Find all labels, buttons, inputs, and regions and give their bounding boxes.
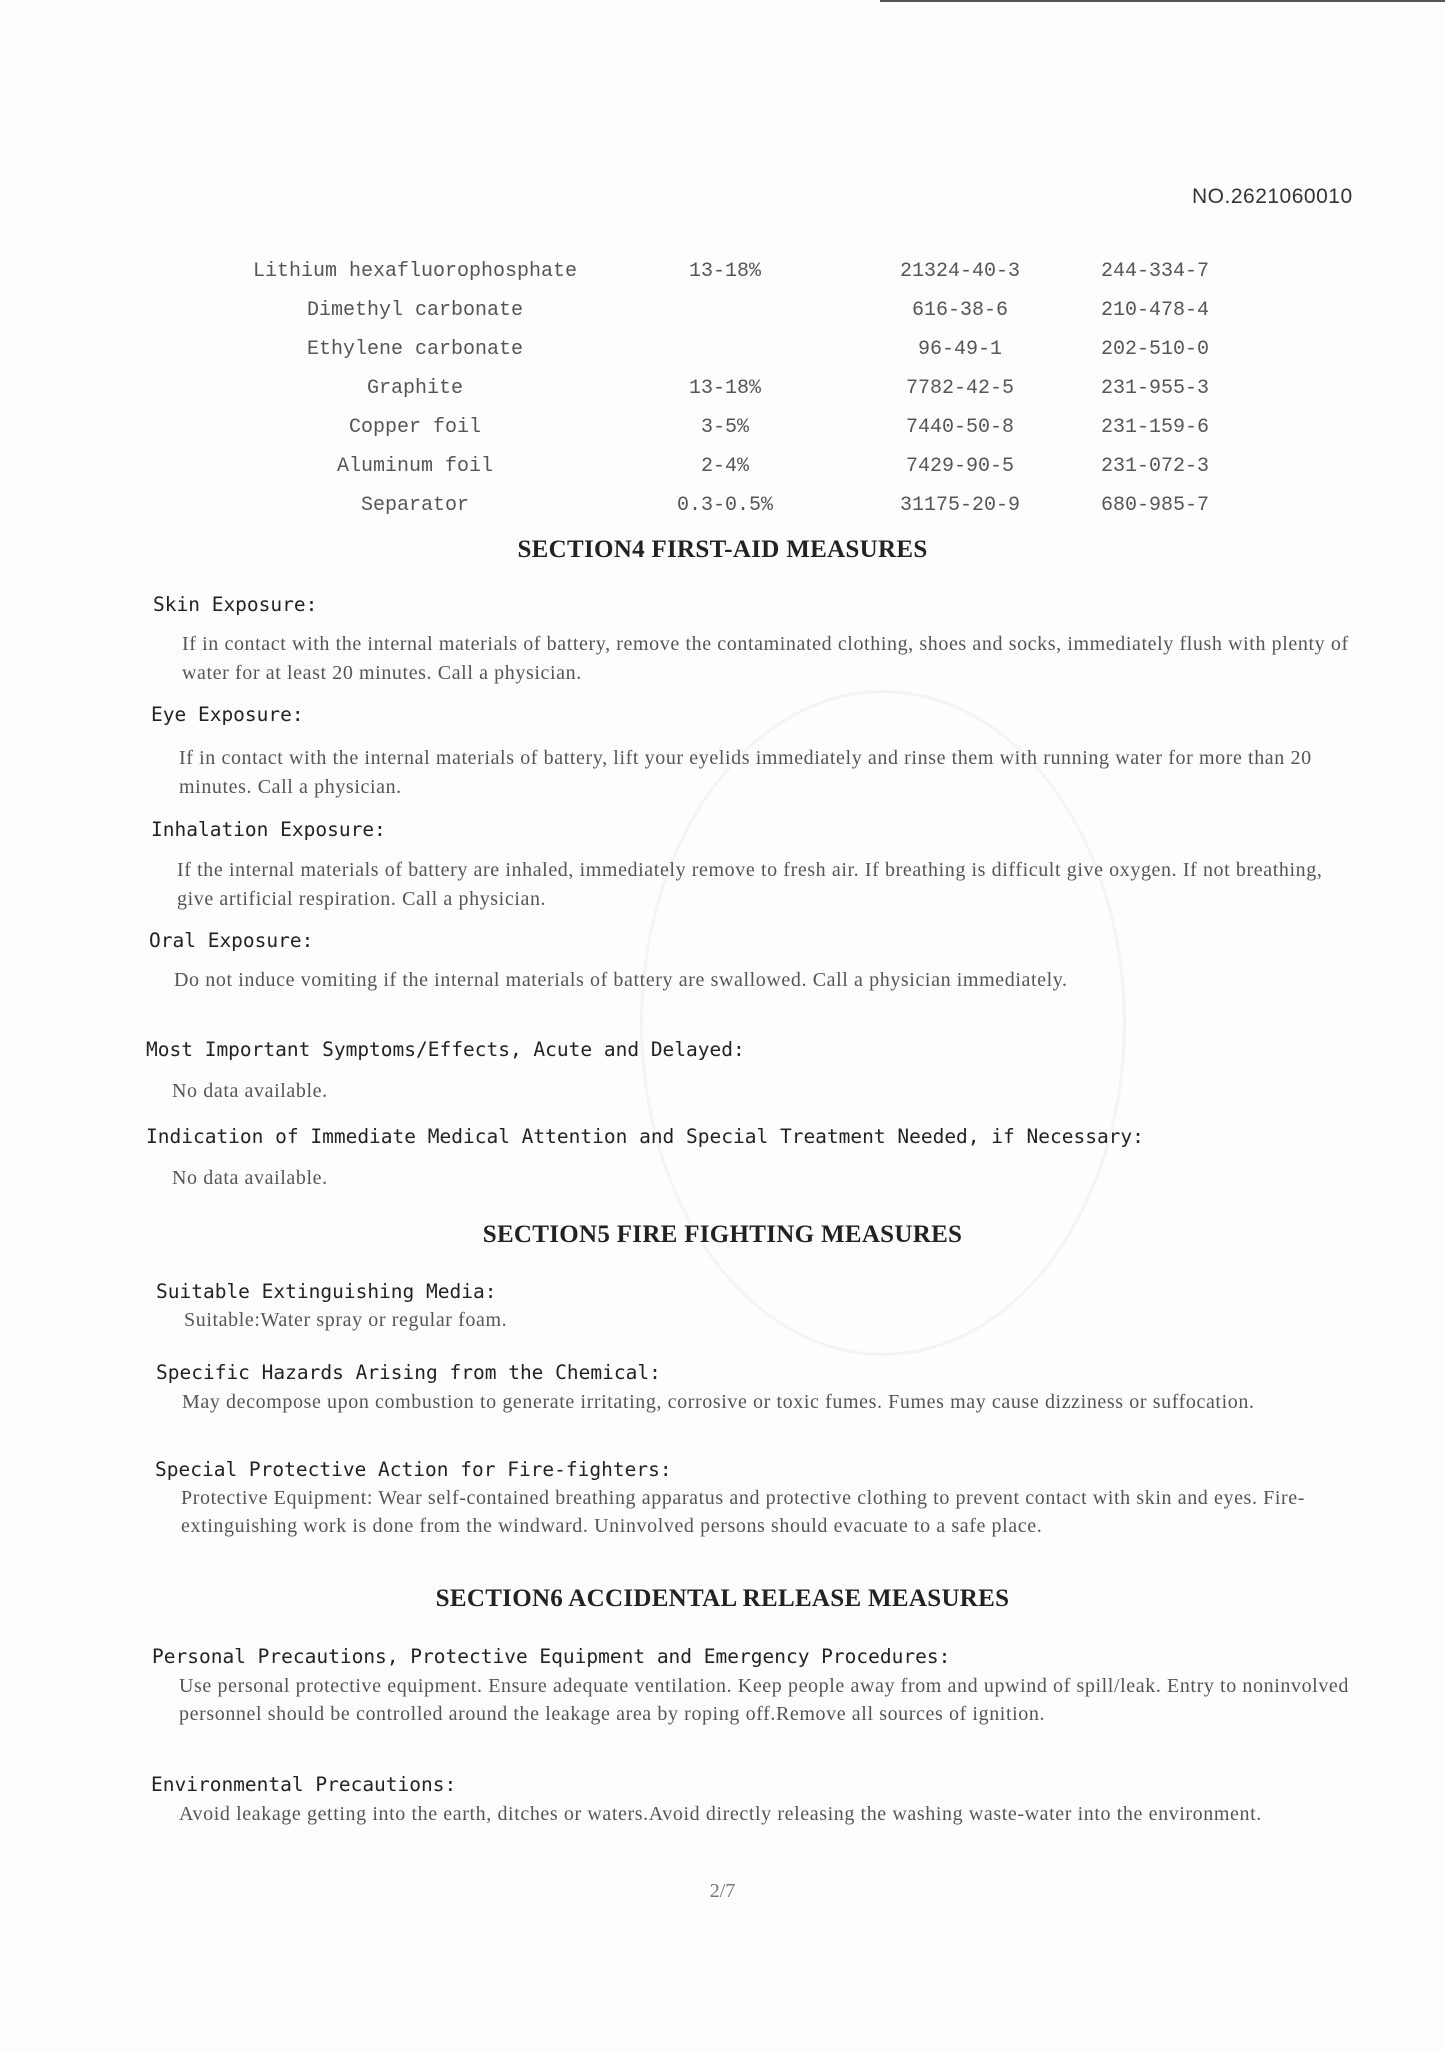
component-name: Graphite [366, 377, 463, 400]
component-name: Separator [360, 494, 470, 517]
personal-precautions-text: Use personal protective equipment. Ensure adequate ventilation. Keep people away from and upwind of spill/leak. Entry to noninvolved personnel should be controlled around the leakage area by roping off.Remove all sources of ignition. [179, 1675, 1349, 1725]
indication-text: No data available. [172, 1167, 328, 1189]
component-name: Dimethyl carbonate [306, 299, 524, 322]
extinguishing-media-text: Suitable:Water spray or regular foam. [184, 1309, 508, 1331]
component-ec-number: 210-478-4 [1100, 299, 1210, 322]
component-name: Aluminum foil [336, 455, 494, 478]
oral-exposure-label: Oral Exposure: [149, 929, 314, 952]
top-rule [880, 0, 1445, 2]
specific-hazards-text: May decompose upon combustion to generate irritating, corrosive or toxic fumes. Fumes may cause dizziness or suffocation. [182, 1391, 1255, 1413]
composition-row [240, 252, 1250, 291]
document-number: NO.2621060010 [1192, 185, 1353, 208]
component-cas-number: 7782-42-5 [905, 377, 1015, 400]
composition-row [240, 486, 1250, 525]
component-percent [590, 330, 860, 369]
specific-hazards-label: Specific Hazards Arising from the Chemical: [156, 1361, 661, 1384]
composition-row [240, 369, 1250, 408]
component-percent: 3-5% [700, 416, 749, 439]
environmental-precautions-text: Avoid leakage getting into the earth, ditches or waters.Avoid directly releasing the washing waste-water into the environment. [179, 1803, 1262, 1825]
oral-exposure-text: Do not induce vomiting if the internal materials of battery are swallowed. Call a physician immediately. [174, 969, 1068, 991]
protective-action-text: Protective Equipment: Wear self-contained breathing apparatus and protective clothing to prevent contact with skin and eyes. Fire-extinguishing work is done from the windward. Uninvolved persons should evacuate to a safe place. [181, 1487, 1306, 1537]
component-ec-number: 231-955-3 [1100, 377, 1210, 400]
personal-precautions-label: Personal Precautions, Protective Equipment and Emergency Procedures: [152, 1645, 951, 1668]
indication-label: Indication of Immediate Medical Attention and Special Treatment Needed, if Necessary: [146, 1125, 1144, 1148]
component-percent: 2-4% [700, 455, 749, 478]
section4-title: SECTION4 FIRST-AID MEASURES [517, 536, 928, 563]
component-cas-number: 31175-20-9 [899, 494, 1021, 517]
component-ec-number: 202-510-0 [1100, 338, 1210, 361]
component-percent: 13-18% [688, 260, 761, 283]
component-percent: 0.3-0.5% [676, 494, 773, 517]
inhalation-exposure-label: Inhalation Exposure: [151, 818, 386, 841]
component-name: Copper foil [348, 416, 482, 439]
component-ec-number: 680-985-7 [1100, 494, 1210, 517]
page-number: 2/7 [709, 1880, 736, 1902]
composition-table [240, 252, 1250, 525]
component-cas-number: 96-49-1 [917, 338, 1002, 361]
section5-title: SECTION5 FIRE FIGHTING MEASURES [482, 1221, 963, 1248]
environmental-precautions-label: Environmental Precautions: [151, 1773, 457, 1796]
component-percent: 13-18% [688, 377, 761, 400]
component-cas-number: 21324-40-3 [899, 260, 1021, 283]
component-name: Ethylene carbonate [306, 338, 524, 361]
eye-exposure-text: If in contact with the internal materials of battery, lift your eyelids immediately and rinse them with running water for more than 20 minutes. Call a physician. [179, 747, 1312, 798]
inhalation-exposure-text: If the internal materials of battery are inhaled, immediately remove to fresh air. If breathing is difficult give oxygen. If not breathing, give artificial respiration. Call a physician. [177, 859, 1323, 910]
component-ec-number: 244-334-7 [1100, 260, 1210, 283]
skin-exposure-text: If in contact with the internal materials of battery, remove the contaminated clothing, shoes and socks, immediately flush with plenty of water for at least 20 minutes. Call a physician. [182, 633, 1349, 684]
symptoms-text: No data available. [172, 1080, 328, 1102]
skin-exposure-label: Skin Exposure: [153, 593, 318, 616]
extinguishing-media-label: Suitable Extinguishing Media: [156, 1280, 497, 1303]
protective-action-label: Special Protective Action for Fire-fighters: [155, 1458, 672, 1481]
composition-row [240, 330, 1250, 369]
component-ec-number: 231-159-6 [1100, 416, 1210, 439]
component-cas-number: 616-38-6 [911, 299, 1008, 322]
component-name: Lithium hexafluorophosphate [252, 260, 578, 283]
eye-exposure-label: Eye Exposure: [151, 703, 304, 726]
component-ec-number: 231-072-3 [1100, 455, 1210, 478]
component-percent [590, 291, 860, 330]
composition-row [240, 408, 1250, 447]
section6-title: SECTION6 ACCIDENTAL RELEASE MEASURES [435, 1585, 1010, 1612]
component-cas-number: 7440-50-8 [905, 416, 1015, 439]
composition-row [240, 447, 1250, 486]
composition-row [240, 291, 1250, 330]
symptoms-label: Most Important Symptoms/Effects, Acute and Delayed: [146, 1038, 745, 1061]
component-cas-number: 7429-90-5 [905, 455, 1015, 478]
